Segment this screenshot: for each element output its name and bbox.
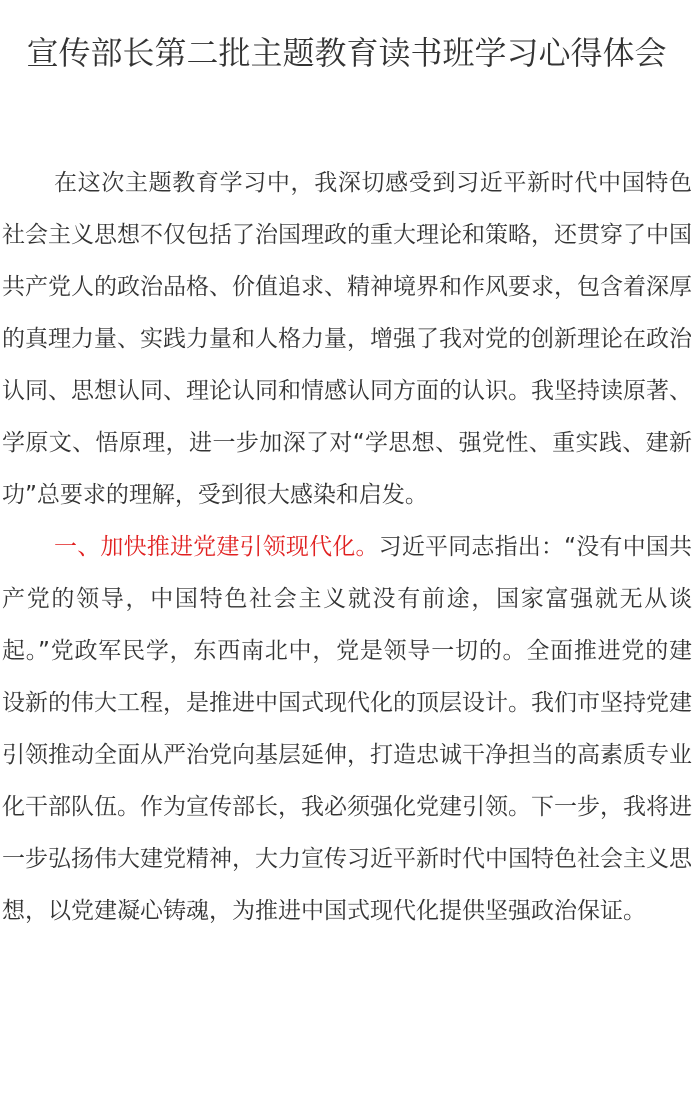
paragraph-section-1 xyxy=(2,521,692,937)
paragraph-text: 习近平同志指出：“没有中国共产党的领导，中国特色社会主义就没有前途，国家富强就无从谈起。”党政军民学，东西南北中，党是领导一切的。全面推进党的建设新的伟大工程，是推进中国式现代化的顶层设计。我们市坚持党建引领推动全面从严治党向基层延伸，打造忠诚干净担当的高素质专业化干部队伍。作为宣传部长，我必须强化党建引领。下一步，我将进一步弘扬伟大建党精神，大力宣传习近平新时代中国特色社会主义思想，以党建凝心铸魂，为推进中国式现代化提供坚强政治保证。 xyxy=(2,534,693,924)
paragraph-text: 在这次主题教育学习中，我深切感受到习近平新时代中国特色社会主义思想不仅包括了治国理政的重大理论和策略，还贯穿了中国共产党人的政治品格、价值追求、精神境界和作风要求，包含着深厚的真理力量、实践力量和人格力量，增强了我对党的创新理论在政治认同、思想认同、理论认同和情感认同方面的认识。我坚持读原著、学原文、悟原理，进一步加深了对“学思想、强党性、重实践、建新功”总要求的理解，受到很大感染和启发。 xyxy=(2,170,692,508)
page-title: 宣传部长第二批主题教育读书班学习心得体会 xyxy=(26,34,667,72)
section-heading: 一、加快推进党建引领现代化。 xyxy=(54,534,379,560)
paragraph-intro xyxy=(2,157,692,521)
article-body xyxy=(2,157,692,937)
